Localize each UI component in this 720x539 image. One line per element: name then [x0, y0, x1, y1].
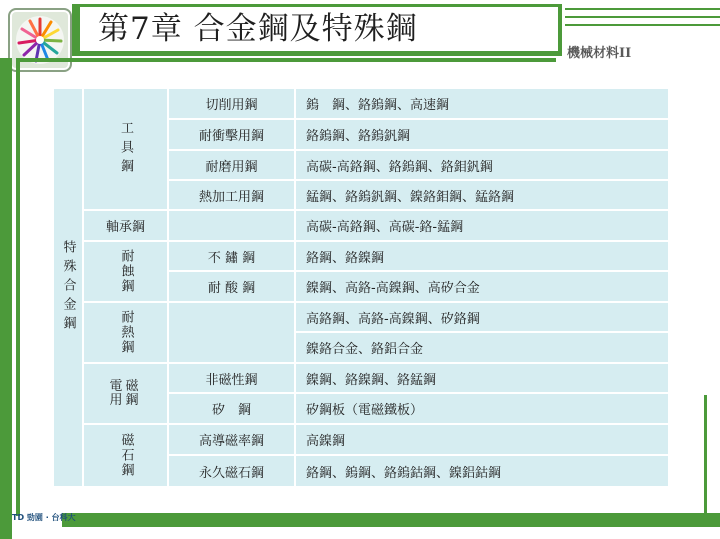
steel-types-cell: 高碳-高鉻鋼、高碳-鉻-錳鋼	[296, 211, 668, 240]
footer-logo	[12, 512, 76, 523]
category-label: 耐熱鋼	[118, 310, 134, 355]
category-cell	[84, 303, 167, 362]
steel-types-cell: 鎳鋼、高鉻-高鎳鋼、高矽合金	[296, 272, 668, 301]
steel-types-cell: 鉻鋼、鎢鋼、鉻鎢鈷鋼、鎳鋁鈷鋼	[296, 456, 668, 486]
footer-logo-mark: TD	[12, 513, 25, 522]
group-label: 特殊合金鋼	[60, 240, 76, 335]
steel-types-cell: 鎳鉻合金、鉻鋁合金	[296, 333, 668, 362]
course-subtitle: 機械材料II	[567, 46, 632, 61]
subtype-cell	[169, 303, 294, 362]
category-cell	[84, 89, 167, 209]
steel-types-cell: 矽鋼板（電磁鐵板）	[296, 394, 668, 423]
frame-left-inner	[16, 58, 20, 516]
category-label: 電磁用鋼	[109, 378, 142, 408]
subtype-cell: 非磁性鋼	[169, 364, 294, 392]
subtype-cell: 高導磁率鋼	[169, 425, 294, 454]
steel-types-cell: 高碳-高鉻鋼、鉻鎢鋼、鉻鉬釩鋼	[296, 151, 668, 179]
steel-types-cell: 鎢 鋼、鉻鎢鋼、高速鋼	[296, 89, 668, 118]
alloy-steel-table	[54, 89, 668, 486]
header-stripe	[565, 24, 720, 26]
steel-types-cell: 高鉻鋼、高鉻-高鎳鋼、矽鉻鋼	[296, 303, 668, 331]
subtype-cell: 不 鏽 鋼	[169, 242, 294, 270]
page-title: 第7章 合金鋼及特殊鋼	[98, 11, 418, 47]
footer-logo-text: 勁園 · 台科大	[26, 513, 76, 522]
steel-types-cell: 鉻鋼、鉻鎳鋼	[296, 242, 668, 270]
subtype-cell: 熱加工用鋼	[169, 181, 294, 209]
category-cell	[84, 364, 167, 423]
category-label: 軸承鋼	[105, 220, 145, 235]
frame-bottom	[62, 513, 720, 527]
frame-left	[0, 58, 12, 539]
group-cell	[54, 89, 82, 486]
category-label: 磁石鋼	[118, 433, 134, 478]
header-stripe	[565, 8, 720, 10]
subtype-cell	[169, 211, 294, 240]
subtype-cell: 耐衝擊用鋼	[169, 120, 294, 149]
subtype-cell: 切削用鋼	[169, 89, 294, 118]
category-label: 耐蝕鋼	[118, 249, 134, 294]
frame-right	[704, 395, 707, 515]
steel-types-cell: 錳鋼、鉻鎢釩鋼、鎳鉻鉬鋼、錳鉻鋼	[296, 181, 668, 209]
subtype-cell: 耐 酸 鋼	[169, 272, 294, 301]
subtype-cell: 永久磁石鋼	[169, 456, 294, 486]
steel-types-cell: 鎳鋼、鉻鎳鋼、鉻錳鋼	[296, 364, 668, 392]
subtype-cell: 矽 鋼	[169, 394, 294, 423]
header-stripe	[565, 16, 720, 18]
category-cell	[84, 242, 167, 301]
frame-top	[16, 58, 556, 62]
subtype-cell: 耐磨用鋼	[169, 151, 294, 179]
category-label: 工具鋼	[118, 120, 133, 178]
steel-types-cell: 高鎳鋼	[296, 425, 668, 454]
category-cell	[84, 211, 167, 240]
category-cell	[84, 425, 167, 486]
steel-types-cell: 鉻鎢鋼、鉻鎢釩鋼	[296, 120, 668, 149]
